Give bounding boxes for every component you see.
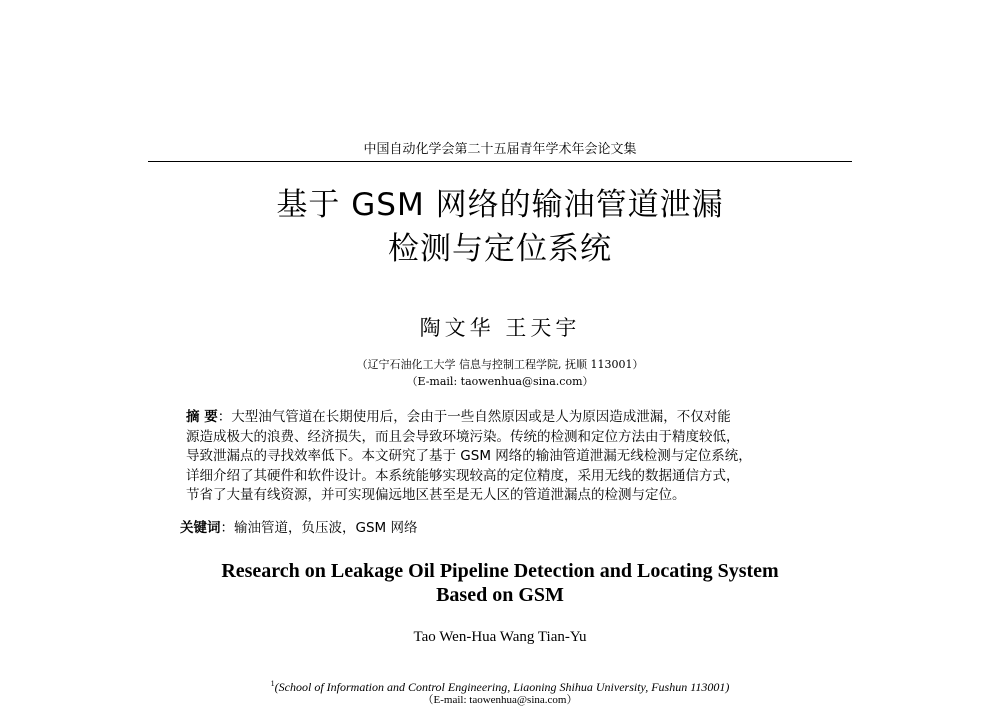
chinese-title-line-2: 检测与定位系统 (388, 231, 612, 267)
english-email: （E-mail: taowenhua@sina.com） (422, 694, 578, 706)
chinese-email: （E-mail: taowenhua@sina.com） (406, 375, 594, 388)
abstract-label-sep: ： (217, 409, 232, 425)
abstract-text-line-1: 大型油气管道在长期使用后，会由于一些自然原因或是人为原因造成泄漏，不仅对能 (231, 409, 731, 425)
keywords-sep: ： (220, 520, 234, 536)
english-title-line-1: Research on Leakage Oil Pipeline Detection and Locating System (221, 560, 779, 582)
affiliation-superscript: 1 (270, 679, 275, 688)
chinese-abstract (186, 408, 811, 506)
english-title-line-2: Based on GSM (436, 584, 564, 606)
keywords-label: 关键词 (180, 520, 221, 536)
abstract-label: 摘 要 (186, 409, 218, 425)
abstract-line-4: 详细介绍了其硬件和软件设计。本系统能够实现较高的定位精度，采用无线的数据通信方式， (186, 467, 740, 484)
abstract-line-1 (186, 408, 811, 428)
chinese-title-line-1: 基于 GSM 网络的输油管道泄漏 (276, 187, 724, 223)
chinese-keywords (180, 518, 417, 538)
keywords-text: 输油管道，负压波，GSM 网络 (234, 520, 418, 536)
english-affiliation-text: (School of Information and Control Engineering, Liaoning Shihua University, Fushun 113001) (274, 680, 730, 694)
english-authors: Tao Wen-Hua Wang Tian-Yu (413, 629, 587, 645)
chinese-authors: 陶文华 王天宇 (419, 316, 581, 340)
abstract-line-2: 源造成极大的浪费、经济损失，而且会导致环境污染。传统的检测和定位方法由于精度较低， (186, 428, 740, 445)
chinese-affiliation: （辽宁石油化工大学 信息与控制工程学院, 抚顺 113001） (356, 358, 644, 371)
chinese-title (150, 183, 850, 271)
running-head: 中国自动化学会第二十五届青年学术年会论文集 (363, 142, 637, 157)
header-rule (148, 161, 852, 162)
english-title (150, 559, 850, 607)
abstract-line-5: 节省了大量有线资源，并可实现偏远地区甚至是无人区的管道泄漏点的检测与定位。 (186, 487, 686, 504)
abstract-line-3: 导致泄漏点的寻找效率低下。本文研究了基于 GSM 网络的输油管道泄漏无线检测与定位系统， (186, 448, 752, 465)
